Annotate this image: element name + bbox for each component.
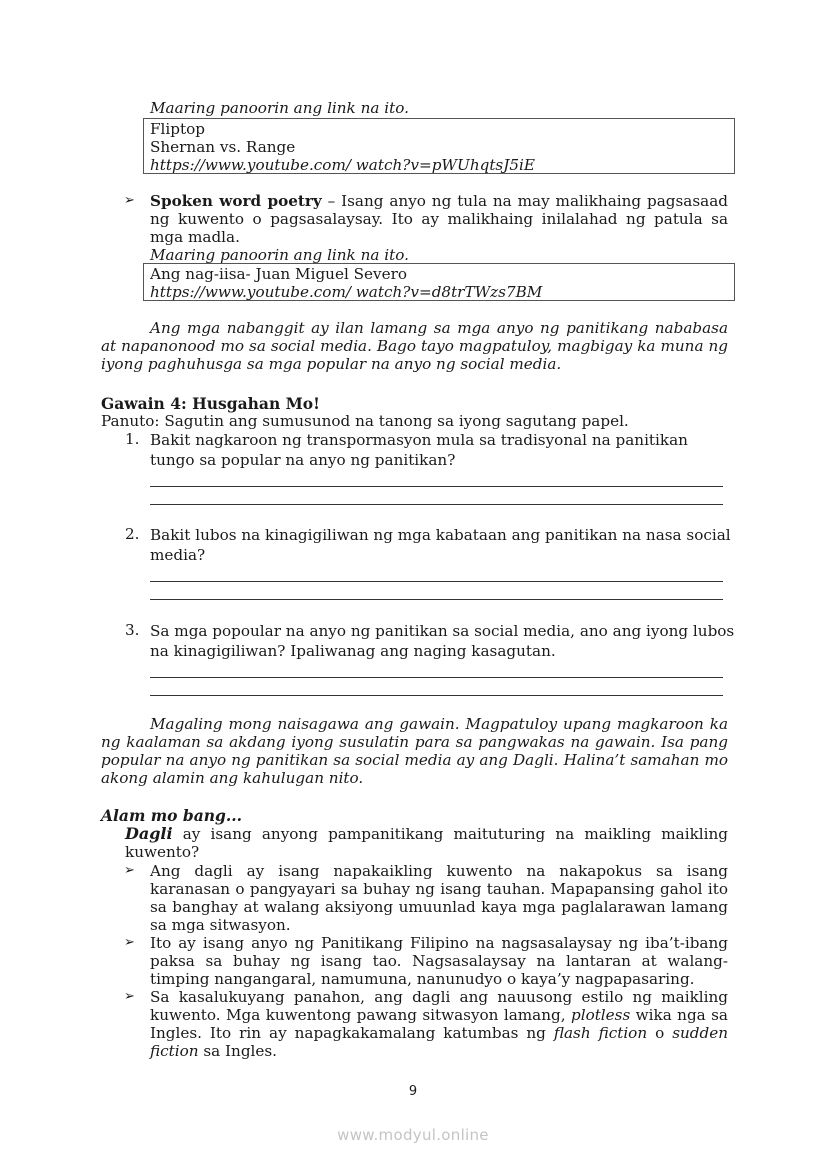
section-title-alam-mo-bang: Alam mo bang... [101,806,243,825]
footer-watermark: www.modyul.online [337,1126,489,1144]
transition-paragraph: Magaling mong naisagawa ang gawain. Magpatuloy upang magkaroon ka ng kaalaman sa akdang iyong susulatin para sa pangwakas na gawain. Isa pang popular na anyo ng panitikan sa social media ay ang Dagli. Halina’t samahan mo akong alamin ang kahulugan nito. [101,715,728,787]
dagli-bullet: Ang dagli ay isang napakaikling kuwento na nakapokus sa isang karanasan o pangyayari sa buhay ng isang tauhan. Mapapansing gahol ito sa banghay at walang aksiyong umuunlad kaya mga paglalarawan lamang sa mga sitwasyon. [150,862,728,934]
youtube-link[interactable]: https://www.youtube.com/ watch?v=pWUhqtsJ5iE [150,156,535,174]
emphasis-plotless: plotless [570,1006,631,1024]
fliptop-link-box [143,118,735,174]
dagli-bullet [150,988,728,1060]
arrowhead-bullet-icon: ➢ [124,989,135,1004]
arrowhead-bullet-icon: ➢ [124,863,135,878]
link-box-title: Fliptop [150,120,205,138]
question-text: Bakit lubos na kinagigiliwan ng mga kabataan ang panitikan na nasa social media? [150,526,731,564]
question-number: 1. [125,430,140,448]
page-number: 9 [408,1084,418,1099]
intro-paragraph: Ang mga nabanggit ay ilan lamang sa mga anyo ng panitikang nababasa at napanonood mo sa social media. Bago tayo magpatuloy, magbigay ka muna ng iyong paghuhusga sa mga popular na anyo ng social media. [101,319,728,373]
definition-text: – Isang anyo ng tula na may malikhaing pagsasaad ng kuwento o pagsasalaysay. Ito ay malikhaing inilalahad ng patula sa mga madla. [150,192,728,246]
youtube-link[interactable]: https://www.youtube.com/ watch?v=d8trTWzs7BM [150,283,543,301]
bullet-text-part: Sa kasalukuyang panahon, ang dagli ang nauusong estilo ng maikling kuwento. Mga kuwentong pawang sitwasyon lamang, [150,988,728,1024]
dagli-bullet: Ito ay isang anyo ng Panitikang Filipino na nagsasalaysay ng iba’t-ibang paksa sa buhay ng isang tao. Nagsasalaysay na lantaran at walang-timping nangangaral, namumuna, nanunudyo o kaya’y nagpapasaring. [150,934,728,988]
question-number: 3. [125,621,140,639]
question-text: Sa mga popoular na anyo ng panitikan sa social media, ano ang iyong lubos na kinagigiliwan? Ipaliwanag ang naging kasagutan. [150,622,735,660]
bullet-text-part: o [647,1024,673,1042]
answer-line[interactable] [150,599,723,600]
activity-instructions: Panuto: Sagutin ang sumusunod na tanong sa iyong sagutang papel. [101,412,629,430]
term-dagli: Dagli [125,824,173,843]
bullet-text-part: wika nga sa Ingles. Ito rin ay napagkakamalang katumbas ng [150,1006,728,1042]
dagli-lead-text: ay isang anyong pampanitikang maituturing na maikling maikling kuwento? [125,825,728,861]
spoken-word-definition [150,192,728,246]
answer-line[interactable] [150,504,723,505]
watch-prompt: Maaring panoorin ang link na ito. [150,99,409,117]
link-box-subtitle: Shernan vs. Range [150,138,296,156]
watch-prompt: Maaring panoorin ang link na ito. [150,246,409,264]
arrowhead-bullet-icon: ➢ [124,193,135,208]
answer-line[interactable] [150,677,723,678]
question-number: 2. [125,525,140,543]
emphasis-flash-fiction: flash fiction [553,1024,648,1042]
emphasis-sudden-fiction: sudden fiction [150,1024,728,1060]
link-box-title: Ang nag-iisa- Juan Miguel Severo [150,265,407,283]
answer-line[interactable] [150,486,723,487]
spoken-word-link-box [143,263,735,301]
term-spoken-word-poetry: Spoken word poetry [150,192,322,210]
activity-title: Gawain 4: Husgahan Mo! [101,394,320,413]
question-text: Bakit nagkaroon ng transpormasyon mula sa tradisyonal na panitikan tungo sa popular na anyo ng panitikan? [150,431,688,469]
answer-line[interactable] [150,695,723,696]
dagli-lead [125,825,728,861]
arrowhead-bullet-icon: ➢ [124,935,135,950]
answer-line[interactable] [150,581,723,582]
bullet-text-part: sa Ingles. [198,1042,278,1060]
